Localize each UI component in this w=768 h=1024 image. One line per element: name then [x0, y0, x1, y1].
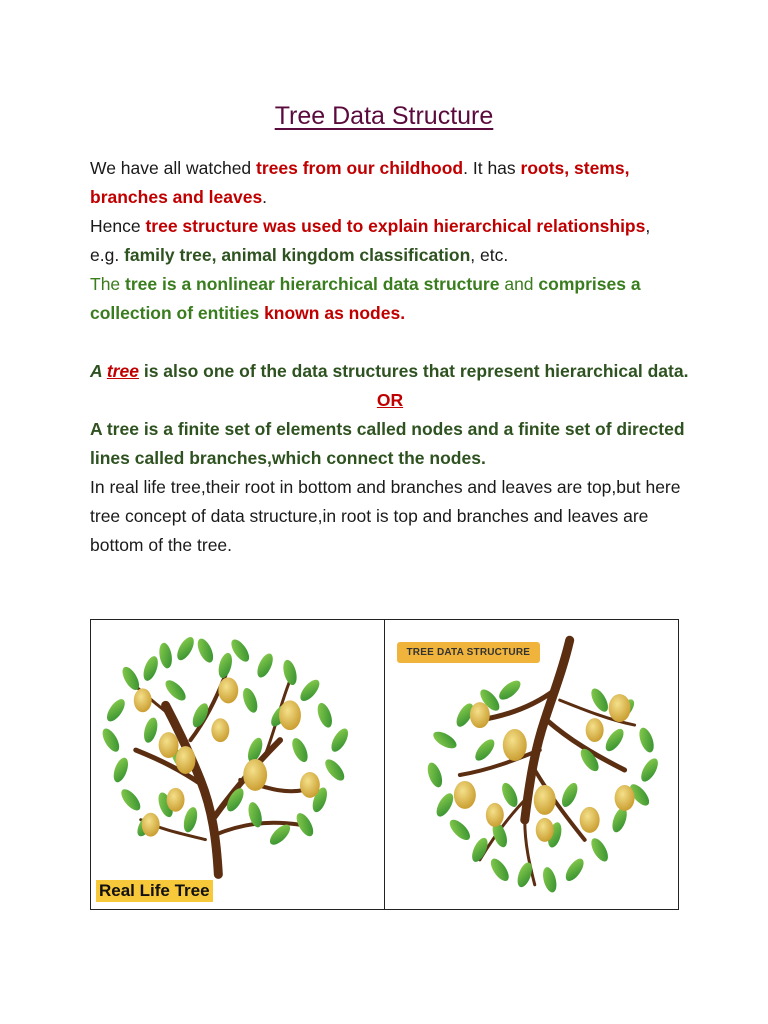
or-label: OR	[376, 390, 404, 410]
text-span: Hence	[90, 216, 146, 236]
page-title: Tree Data Structure	[274, 102, 494, 130]
or-divider	[90, 386, 690, 415]
highlight-green: is also one of the data structures that represent hierarchical data.	[138, 361, 689, 381]
document-body	[90, 154, 690, 560]
highlight-tree-word: tree	[106, 361, 139, 381]
highlight-red: trees from our childhood	[256, 158, 464, 178]
paragraph-tree-definition	[90, 357, 690, 386]
text-span: and	[499, 274, 539, 294]
highlight-red: known as nodes.	[259, 303, 406, 323]
highlight-green: comprises a collection of entities	[90, 274, 641, 323]
paragraph-examples	[90, 241, 690, 270]
real-life-tree-panel	[91, 620, 385, 909]
tree-data-structure-label: TREE DATA STRUCTURE	[397, 642, 541, 663]
paragraph-finite-set: A tree is a finite set of elements called nodes and a finite set of directed lines called branches,which connect the nodes.	[90, 419, 685, 468]
tree-comparison-figure	[90, 619, 679, 910]
paragraph-definition	[90, 270, 690, 328]
highlight-red: tree structure was used to explain hierarchical relationships	[145, 216, 646, 236]
real-life-tree-illustration	[91, 620, 384, 909]
highlight-green: tree is a nonlinear hierarchical data structure	[125, 274, 500, 294]
text-span: We have all watched	[90, 158, 257, 178]
text-span: e.g.	[90, 245, 125, 265]
highlight-green: family tree, animal kingdom classification	[124, 245, 471, 265]
text-span: .	[262, 187, 268, 207]
paragraph-hierarchy	[90, 212, 690, 241]
text-span: A	[90, 361, 107, 381]
text-span: The	[90, 274, 126, 294]
text-span: , etc.	[470, 245, 509, 265]
tree-data-structure-panel	[385, 620, 679, 909]
spacer	[90, 328, 690, 357]
highlight-red: roots, stems, branches and leaves	[90, 158, 630, 207]
inverted-tree-illustration	[385, 620, 679, 909]
paragraph-real-life: In real life tree,their root in bottom and branches and leaves are top,but here tree concept of data structure,in root is top and branches and leaves are bottom of the tree.	[90, 477, 681, 555]
text-span: . It has	[463, 158, 521, 178]
paragraph-intro	[90, 154, 690, 212]
text-span: ,	[645, 216, 651, 236]
real-life-tree-label: Real Life Tree	[96, 880, 213, 902]
